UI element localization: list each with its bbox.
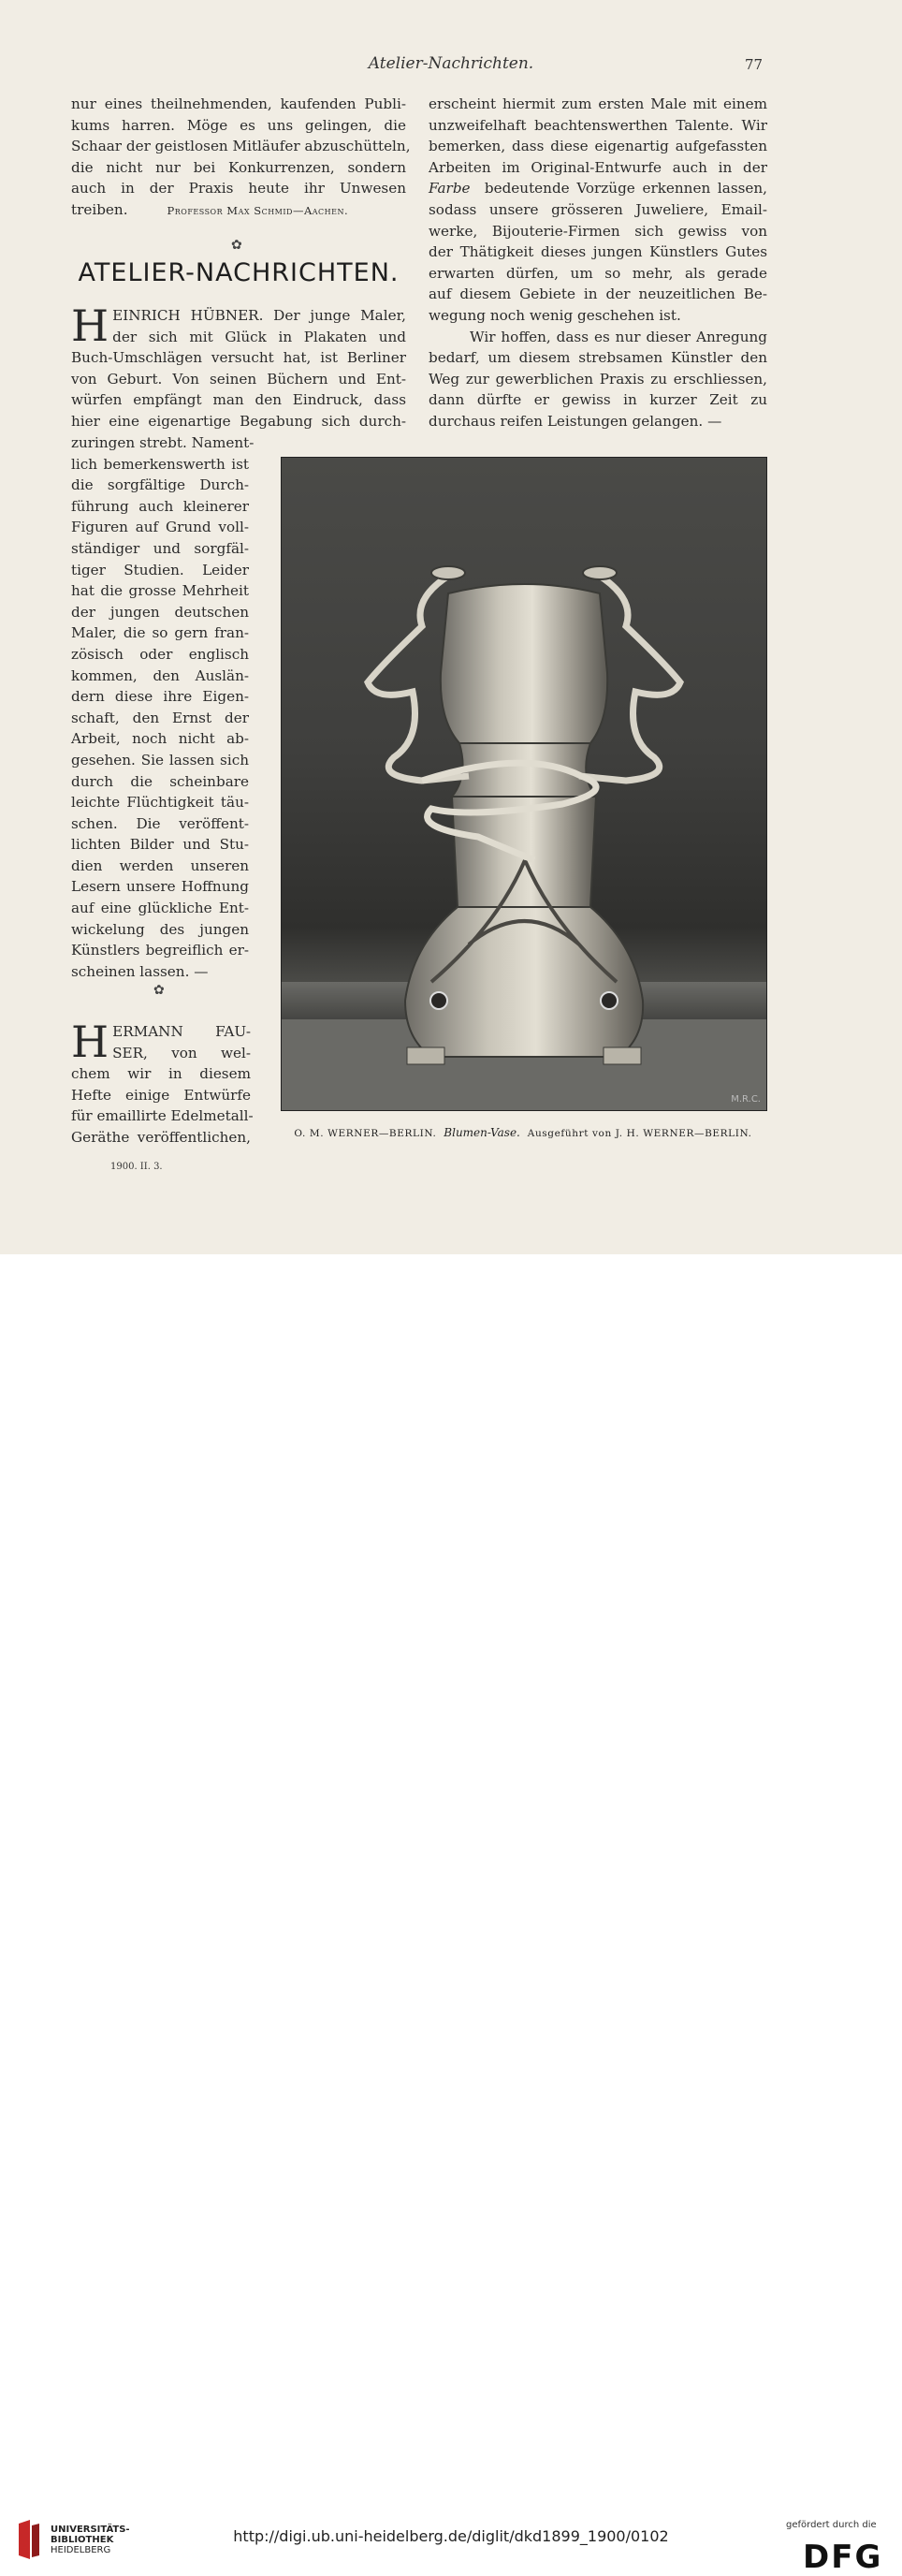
text-line: auch in der Praxis heute ihr Unwesen — [71, 180, 406, 198]
text-line: ERMANN FAU- — [112, 1023, 251, 1040]
ornament-icon: ✿ — [153, 983, 165, 998]
huebner-article — [71, 300, 406, 432]
text-line: werke, Bijouterie-Firmen sich gewiss von — [429, 222, 767, 240]
ornament-icon: ✿ — [231, 238, 242, 253]
text-line: nur eines theilnehmenden, kaufenden Publi- — [71, 95, 406, 112]
vase-illustration-icon — [282, 458, 766, 1110]
signature-note: 1900. II. 3. — [110, 1162, 163, 1172]
text-line — [429, 178, 767, 199]
huebner-article-narrow — [71, 432, 255, 982]
text-line: bemerken, dass diese eigenartig aufgefassten — [429, 138, 767, 155]
text-line: tiger Studien. Leider — [71, 561, 249, 578]
permalink-url[interactable]: http://digi.ub.uni-heidelberg.de/diglit/dkd1899_1900/0102 — [233, 2527, 669, 2545]
logo-line: UNIVERSITÄTS- — [51, 2525, 130, 2535]
text-line: Maler, die so gern fran- — [71, 624, 249, 642]
text-line: auf eine glückliche Ent- — [71, 900, 249, 917]
text-line: dern diese ihre Eigen- — [71, 688, 249, 706]
text-line: durchaus reifen Leistungen gelangen. — — [429, 412, 722, 430]
photo-monogram: M.R.C. — [731, 1094, 761, 1105]
text-line: ständiger und sorgfäl- — [71, 539, 249, 557]
text-line: Weg zur gewerblichen Praxis zu erschliessen, — [429, 370, 767, 388]
text-line: lich bemerkenswerth ist — [71, 455, 249, 473]
scanned-page — [0, 0, 902, 1254]
text-line: der sich mit Glück in Plakaten und — [112, 328, 406, 345]
text-line: von Geburt. Von seinen Büchern und Ent- — [71, 370, 406, 388]
text-line: bedarf, um diesem strebsamen Künstler den — [429, 349, 767, 367]
caption-title: Blumen-Vase. — [444, 1126, 520, 1139]
right-column — [429, 94, 767, 432]
text-line: Künstlers begreiflich er- — [71, 942, 249, 959]
text-line: unzweifelhaft beachtenswerthen Talente. Wir — [429, 116, 767, 134]
text-line: Buch-Umschlägen versucht hat, ist Berliner — [71, 349, 406, 367]
text-line: Geräthe veröffentlichen, — [71, 1128, 251, 1146]
text-line: Figuren auf Grund voll- — [71, 519, 249, 536]
figure-caption — [281, 1126, 765, 1139]
text-line: Arbeiten im Original-Entwurfe auch in der — [429, 158, 767, 176]
text-line: sodass unsere grösseren Juweliere, Email- — [429, 200, 767, 218]
vase-photograph — [281, 457, 767, 1111]
text-line: die nicht nur bei Konkurrenzen, sondern — [71, 158, 406, 176]
text-line: erscheint hiermit zum ersten Male mit einem — [429, 95, 767, 112]
text-line: kommen, den Auslän- — [71, 666, 249, 684]
text-fragment: treiben. — [71, 200, 128, 218]
text-line: der Thätigkeit dieses jungen Künstlers Gutes — [429, 243, 767, 261]
running-title: Atelier-Nachrichten. — [368, 54, 534, 73]
text-line: EINRICH HÜBNER. Der junge Maler, — [112, 307, 406, 324]
logo-line: HEIDELBERG — [51, 2545, 111, 2555]
page-number: 77 — [745, 56, 764, 73]
text-line: Arbeit, noch nicht ab- — [71, 730, 249, 748]
text-line: Wir hoffen, dass es nur dieser Anregung — [470, 328, 767, 345]
text-line: gesehen. Sie lassen sich — [71, 751, 249, 768]
drop-cap: H — [71, 1017, 109, 1067]
text-line: zuringen strebt. Nament- — [71, 434, 255, 451]
text-line — [71, 199, 406, 222]
text-line: scheinen lassen. — — [71, 962, 209, 980]
text-line: hat die grosse Mehrheit — [71, 582, 249, 600]
text-line: dien werden unseren — [71, 856, 249, 874]
text-line: die sorgfältige Durch- — [71, 476, 249, 494]
viewer-footer-bar — [0, 1254, 902, 2576]
author-signature: Professor Max Schmid—Aachen. — [167, 203, 349, 217]
dfg-logo[interactable]: DFG — [803, 2539, 883, 2576]
drop-cap: H — [71, 300, 109, 351]
text-line: lichten Bilder und Stu- — [71, 836, 249, 854]
caption-designer: O. M. WERNER—BERLIN. — [294, 1128, 437, 1139]
text-fragment: bedeutende Vorzüge erkennen lassen, — [484, 180, 768, 198]
text-line: Lesern unsere Hoffnung — [71, 878, 249, 896]
section-heading: ATELIER-NACHRICHTEN. — [78, 258, 400, 287]
text-line: wickelung des jungen — [71, 920, 249, 938]
text-line: würfen empfängt man den Eindruck, dass — [71, 391, 406, 409]
logo-line: BIBLIOTHEK — [51, 2535, 114, 2545]
text-line: SER, von wel- — [112, 1044, 251, 1061]
text-line: leichte Flüchtigkeit täu- — [71, 794, 249, 812]
text-line: chem wir in diesem — [71, 1065, 251, 1083]
caption-maker: Ausgeführt von J. H. WERNER—BERLIN. — [527, 1128, 752, 1139]
left-column-top — [71, 94, 411, 222]
text-line: erwarten dürfen, um so mehr, als gerade — [429, 264, 767, 282]
text-line: der jungen deutschen — [71, 603, 249, 621]
text-line: zösisch oder englisch — [71, 645, 249, 663]
text-line: auf diesem Gebiete in der neuzeitlichen Be- — [429, 285, 767, 303]
text-line: Hefte einige Entwürfe — [71, 1086, 251, 1104]
text-line: dann dürfte er gewiss in kurzer Zeit zu — [429, 391, 767, 409]
italic-word: Farbe — [429, 180, 471, 198]
text-line: für emaillirte Edelmetall- — [71, 1107, 254, 1125]
text-line: führung auch kleinerer — [71, 497, 249, 515]
fauser-article — [71, 1017, 254, 1149]
text-line: wegung noch wenig geschehen ist. — [429, 306, 681, 324]
text-line: Schaar der geistlosen Mitläufer abzuschütteln, — [71, 138, 411, 155]
funding-label: gefördert durch die — [786, 2520, 877, 2530]
text-line: schaft, den Ernst der — [71, 709, 249, 726]
text-line: durch die scheinbare — [71, 772, 249, 790]
text-line: hier eine eigenartige Begabung sich durch- — [71, 412, 406, 430]
text-line: schen. Die veröffent- — [71, 814, 249, 832]
text-line: kums harren. Möge es uns gelingen, die — [71, 116, 406, 134]
